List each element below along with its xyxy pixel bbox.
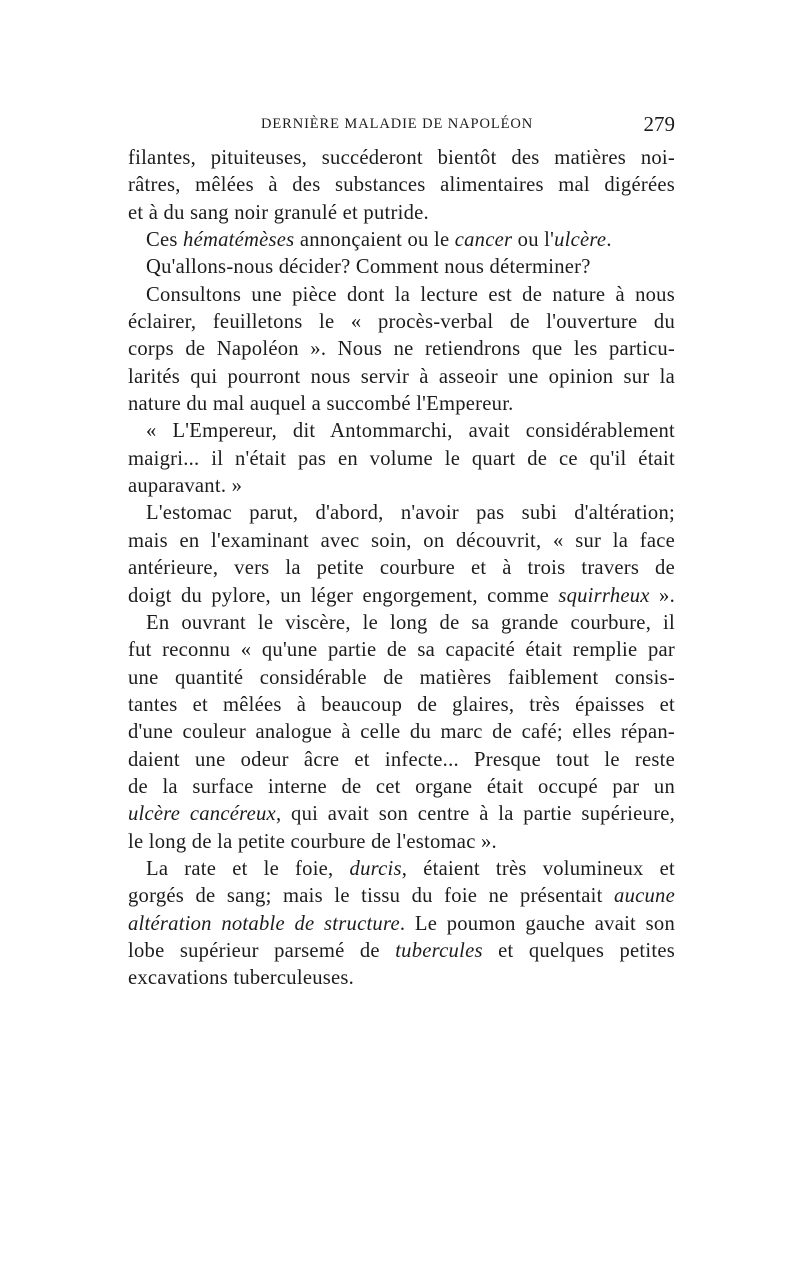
text-line: de la surface interne de cet organe était occupé par un: [128, 775, 675, 798]
italic-run: hématémèses: [183, 229, 295, 252]
text-line: « L'Empereur, dit Antommarchi, avait considérablement: [146, 420, 675, 443]
text-line: Qu'allons-nous décider? Comment nous déterminer?: [146, 256, 591, 279]
text-line: [128, 801, 675, 828]
text-run: doigt du pylore, un léger engorgement, comme: [128, 584, 559, 607]
italic-run: ulcère cancéreux: [128, 803, 276, 826]
italic-run: aucune: [614, 885, 675, 908]
text-run: La rate et le foie,: [146, 857, 350, 880]
text-run: et quelques petites: [482, 939, 675, 962]
running-title: DERNIÈRE MALADIE DE NAPOLÉON: [261, 116, 534, 132]
italic-run: altération notable de structure: [128, 912, 400, 935]
italic-run: tubercules: [395, 939, 483, 962]
text-run: ou l': [512, 229, 555, 252]
text-run: . Le poumon gauche avait son: [399, 912, 675, 935]
text-line: daient une odeur âcre et infecte... Presque tout le reste: [128, 748, 675, 771]
text-line: [128, 583, 675, 610]
text-line: [128, 938, 675, 965]
text-run: .: [606, 229, 612, 252]
text-line: râtres, mêlées à des substances alimentaires mal digérées: [128, 174, 675, 197]
text-line: fut reconnu « qu'une partie de sa capacité était remplie par: [128, 639, 675, 662]
italic-run: cancer: [454, 229, 513, 252]
italic-run: ulcère: [554, 229, 607, 252]
text-line: nature du mal auquel a succombé l'Empereur.: [128, 393, 514, 416]
text-run: Ces: [146, 229, 184, 252]
text-line: larités qui pourront nous servir à asseoir une opinion sur la: [128, 365, 675, 388]
text-run: annonçaient ou le: [294, 229, 455, 252]
text-run: lobe supérieur parsemé de: [128, 939, 396, 962]
body-text: [128, 145, 675, 993]
italic-run: squirrheux: [558, 584, 650, 607]
text-run: ».: [649, 584, 676, 607]
text-line: le long de la petite courbure de l'estomac ».: [128, 830, 497, 853]
text-run: , étaient très volumineux et: [401, 857, 675, 880]
text-line: excavations tuberculeuses.: [128, 967, 355, 990]
page-header: [128, 112, 675, 142]
text-line: auparavant. »: [128, 475, 243, 498]
text-line: [128, 856, 675, 883]
text-run: gorgés de sang; mais le tissu du foie ne présentait: [128, 885, 615, 908]
text-line: une quantité considérable de matières faiblement consis-: [128, 666, 675, 689]
page-number: 279: [643, 112, 675, 136]
text-run: , qui avait son centre à la partie supérieure,: [275, 803, 675, 826]
text-line: [128, 227, 675, 254]
text-line: En ouvrant le viscère, le long de sa grande courbure, il: [146, 611, 675, 634]
text-line: [128, 883, 675, 910]
text-line: filantes, pituiteuses, succéderont bientôt des matières noi-: [128, 147, 675, 169]
text-line: d'une couleur analogue à celle du marc de café; elles répan-: [128, 721, 675, 744]
text-line: L'estomac parut, d'abord, n'avoir pas subi d'altération;: [146, 502, 675, 525]
text-line: maigri... il n'était pas en volume le quart de ce qu'il était: [128, 447, 675, 470]
text-line: éclairer, feuilletons le « procès-verbal de l'ouverture du: [128, 311, 675, 334]
text-line: corps de Napoléon ». Nous ne retiendrons que les particu-: [128, 338, 675, 361]
text-line: antérieure, vers la petite courbure et à trois travers de: [128, 557, 675, 580]
text-line: et à du sang noir granulé et putride.: [128, 201, 429, 224]
text-line: [128, 911, 675, 938]
text-line: tantes et mêlées à beaucoup de glaires, très épaisses et: [128, 693, 675, 716]
text-line: Consultons une pièce dont la lecture est de nature à nous: [146, 283, 675, 306]
text-line: mais en l'examinant avec soin, on découvrit, « sur la face: [128, 529, 675, 552]
italic-run: durcis: [349, 857, 402, 880]
